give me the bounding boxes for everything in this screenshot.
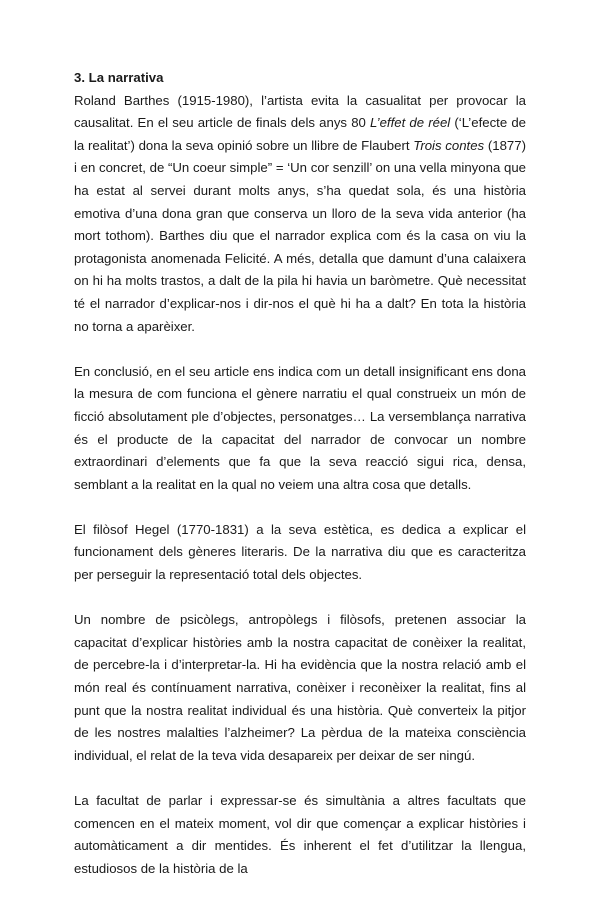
italic-title-trois-contes: Trois contes [413, 137, 485, 153]
paragraph-text: (1877) i en concret, de “Un coeur simple” = ‘Un cor senzill’ on una vella minyona que ha estat al servei durant molts anys, s’ha quedat sola, és una història emotiva d’una dona gran que conserva un lloro de la seva vida anterior (ha mort tothom). Barthes diu que el narrador explica com és la casa on viu la protagonista anomenada Felicité. A més, detalla que damunt d’una calaixera on hi ha molts trastos, a dalt de la pila hi havia un baròmetre. Què necessitat té el narrador d’explicar-nos i dir-nos el què hi ha a dalt? En tota la història no torna a aparèixer. [74, 137, 526, 334]
paragraph-conclusion: En conclusió, en el seu article ens indica com un detall insignificant ens dona la mesura de com funciona el gènere narratiu el qual construeix un món de ficció absolutament ple d’objectes, personatges… La versemblança narrativa és el producte de la capacitat del narrador de convocar un nombre extraordinari d’elements que fa que la seva reacció sigui rica, densa, semblant a la realitat en la qual no veiem una altra cosa que detalls. [74, 363, 526, 492]
document-page [74, 67, 526, 903]
paragraph-text: Roland Barthes (1915-1980), l’artista evita la casualitat per provocar la causalitat. En el seu article de finals dels anys 80 [74, 92, 526, 131]
paragraph-text: (‘L’efecte de la realitat’) dona la seva opinió sobre un llibre de Flaubert [74, 115, 526, 153]
paragraph-speech-faculty: La facultat de parlar i expressar-se és simultània a altres facultats que comencen en el mateix moment, vol dir que començar a explicar històries i automàticament a dir mentides. És inherent el fet d’utilitzar la llengua, estudiosos de la història de la [74, 793, 526, 876]
paragraph-psychologists: Un nombre de psicòlegs, antropòlegs i filòsofs, pretenen associar la capacitat d’explicar històries amb la nostra capacitat de conèixer la realitat, de percebre-la i d’interpretar-la. Hi ha evidència que la nostra relació amb el món real és contínuament narrativa, conèixer i reconèixer la realitat, fins al punt que la nostra realitat individual és una història. Què converteix la pitjor de les nostres malalties l’alzheimer? La pèrdua de la mateixa consciència individual, el relat de la teva vida desapareix per deixar de ser ningú. [74, 612, 526, 763]
paragraph-hegel: El filòsof Hegel (1770-1831) a la seva estètica, es dedica a explicar el funcionament dels gèneres literaris. De la narrativa diu que es caracteritza per perseguir la representació total dels objectes. [74, 521, 526, 583]
section-heading: 3. La narrativa [74, 70, 164, 85]
paragraph-barthes [74, 90, 526, 339]
italic-title-effet-de-reel: L’effet de réel [370, 115, 451, 131]
